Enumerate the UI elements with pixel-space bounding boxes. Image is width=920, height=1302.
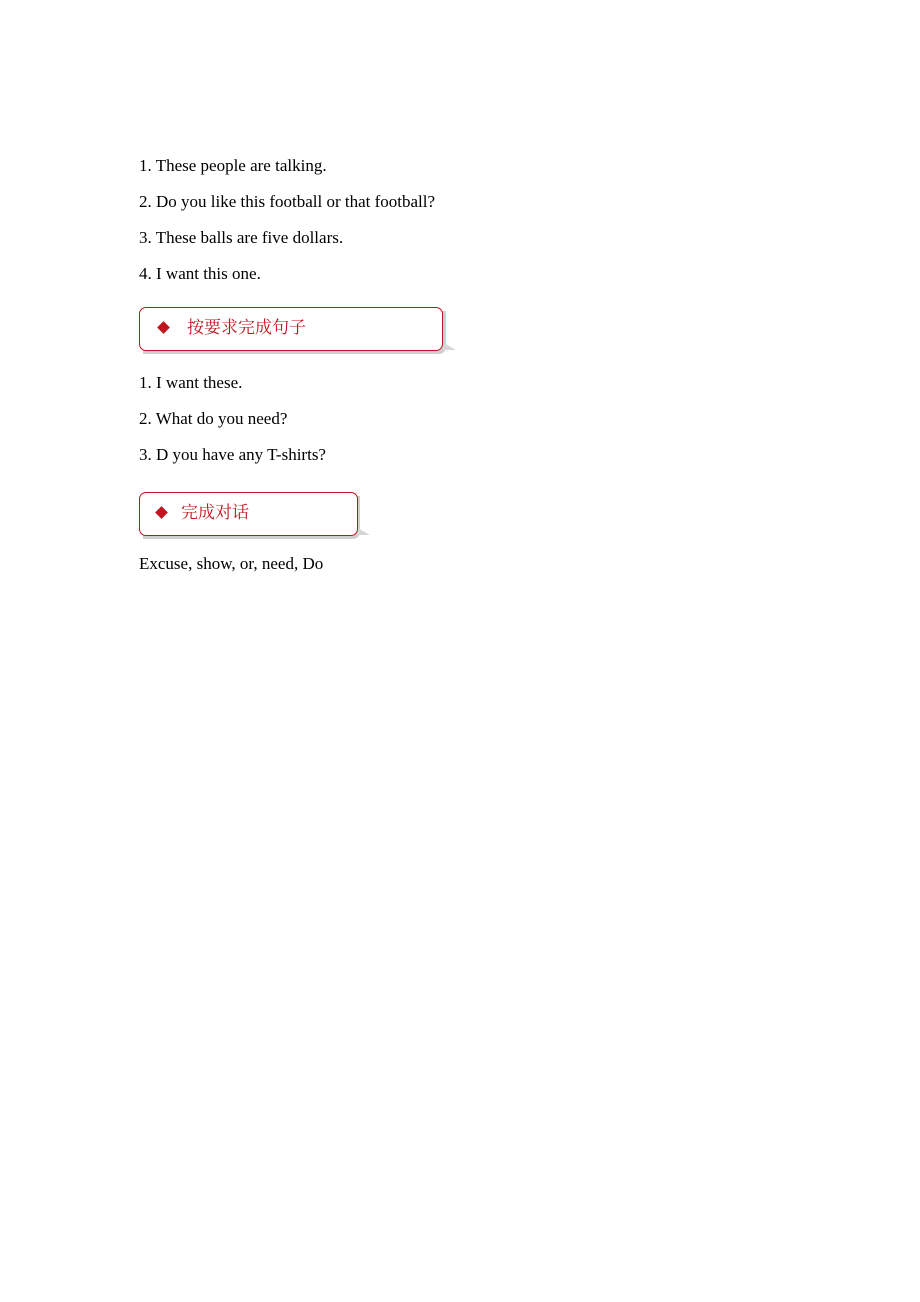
answer-item-2: 2. What do you need? — [139, 409, 288, 428]
answer-item-4: 4. I want this one. — [139, 264, 261, 283]
section-title: 按要求完成句子 — [187, 318, 306, 338]
answer-item-1: 1. I want these. — [139, 373, 243, 392]
section-header-shadow-tail — [356, 527, 370, 535]
word-bank: Excuse, show, or, need, Do — [139, 554, 324, 573]
section-title: 完成对话 — [181, 503, 249, 523]
answer-item-3: 3. These balls are five dollars. — [139, 228, 344, 247]
answer-item-2: 2. Do you like this football or that football? — [139, 192, 436, 211]
section-header-shadow-tail — [442, 342, 456, 350]
answer-item-3: 3. D you have any T-shirts? — [139, 445, 326, 464]
answer-item-1: 1. These people are talking. — [139, 156, 327, 175]
